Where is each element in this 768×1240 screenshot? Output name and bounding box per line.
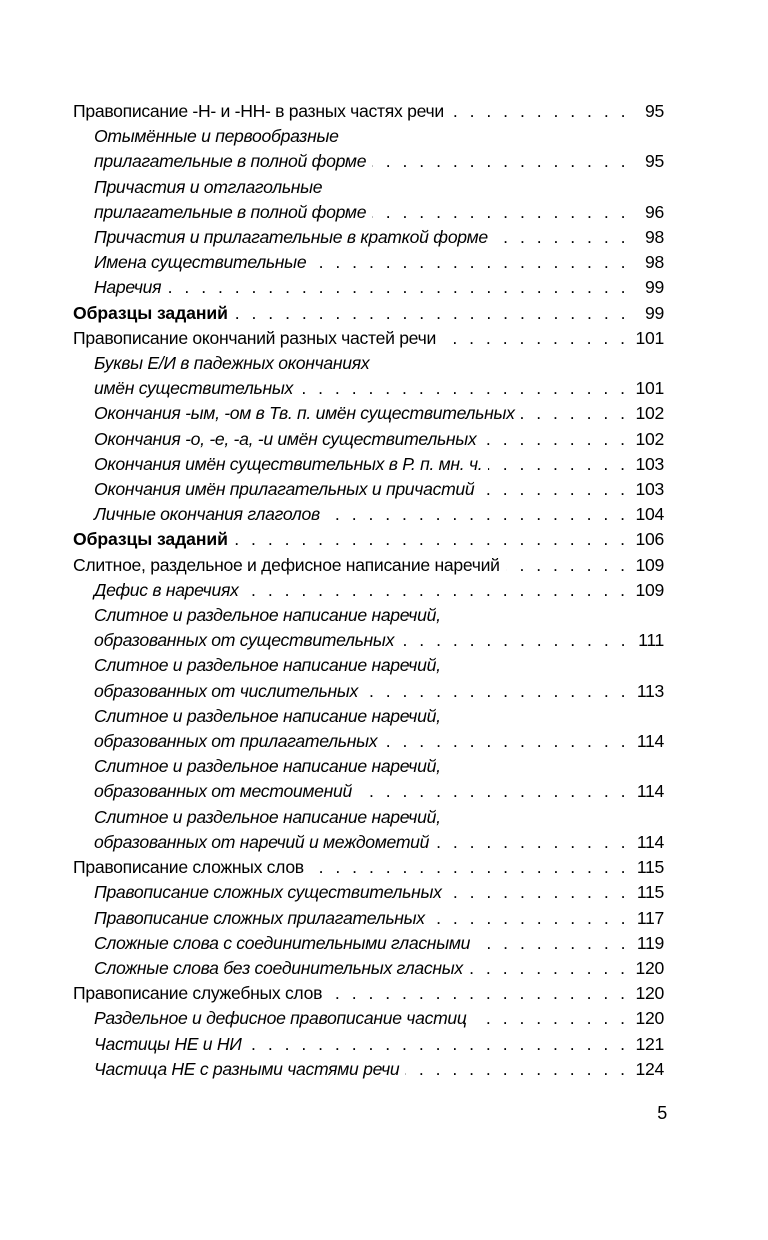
toc-page-number: 111: [638, 630, 664, 651]
toc-entry-text: Причастия и отглагольные: [94, 176, 323, 197]
toc-page-number: 109: [635, 554, 664, 575]
toc-entry-text: Личные окончания глаголов: [94, 504, 320, 525]
toc-line: [73, 326, 664, 351]
dot-leader: [431, 906, 629, 931]
toc-line: [73, 250, 664, 275]
toc-line: [73, 401, 664, 426]
dot-leader: [405, 1057, 628, 1082]
toc-line: [73, 275, 664, 300]
toc-line: [73, 1006, 664, 1031]
toc-line: [73, 124, 664, 149]
toc-page-number: 101: [635, 327, 664, 348]
toc-line: [73, 1032, 664, 1057]
toc-entry-text: Образцы заданий: [73, 529, 228, 550]
toc-entry-text: Слитное, раздельное и дефисное написание наречий: [73, 554, 500, 575]
dot-leader: [312, 250, 629, 275]
toc-page-number: 103: [635, 479, 664, 500]
toc-page-number: 115: [636, 857, 664, 878]
toc-page-number: 101: [635, 378, 664, 399]
toc-page-number: 124: [635, 1058, 664, 1079]
toc-line: [73, 603, 664, 628]
toc-entry-text: Сложные слова без соединительных гласных: [94, 957, 463, 978]
toc-entry-text: Правописание сложных существительных: [94, 882, 442, 903]
dot-leader: [473, 1006, 629, 1031]
toc-line: [73, 200, 664, 225]
toc-entry-text: Окончания имён существительных в Р. п. мн. ч.: [94, 453, 483, 474]
toc-line: [73, 99, 664, 124]
toc-line: [73, 880, 664, 905]
toc-page-number: 120: [635, 957, 664, 978]
dot-leader: [234, 527, 629, 552]
toc-entry-text: Слитное и раздельное написание наречий,: [94, 605, 441, 626]
dot-leader: [245, 578, 629, 603]
toc-page-number: 119: [636, 932, 664, 953]
toc-page-number: 117: [636, 907, 664, 928]
toc-page-number: 98: [645, 227, 664, 248]
toc-line: [73, 427, 664, 452]
dot-leader: [310, 855, 629, 880]
dot-leader: [488, 452, 628, 477]
toc-line: [73, 553, 664, 578]
toc-page-number: 114: [636, 731, 664, 752]
toc-line: [73, 175, 664, 200]
toc-entry-text: Имена существительные: [94, 252, 307, 273]
toc-line: [73, 779, 664, 804]
toc-entry-text: Правописание окончаний разных частей речи: [73, 327, 436, 348]
toc-page-number: 98: [645, 252, 664, 273]
toc-entry-text: образованных от прилагательных: [94, 731, 378, 752]
toc-page-number: 99: [645, 277, 664, 298]
toc-page-number: 114: [636, 831, 664, 852]
toc-page-number: 121: [635, 1033, 664, 1054]
toc-line: [73, 149, 664, 174]
toc-line: [73, 729, 664, 754]
toc-line: [73, 301, 664, 326]
dot-leader: [234, 301, 629, 326]
toc-entry-text: образованных от числительных: [94, 680, 358, 701]
toc-entry-text: Окончания имён прилагательных и причастий: [94, 479, 475, 500]
toc-entry-text: образованных от наречий и междометий: [94, 831, 430, 852]
toc-entry-text: Слитное и раздельное написание наречий,: [94, 756, 441, 777]
dot-leader: [248, 1032, 629, 1057]
toc-line: [73, 855, 664, 880]
dot-leader: [448, 880, 629, 905]
toc-line: [73, 653, 664, 678]
toc-entry-text: Окончания -о, -е, -а, -и имён существительных: [94, 428, 477, 449]
toc-entry-text: Слитное и раздельное написание наречий,: [94, 655, 441, 676]
toc-line: [73, 578, 664, 603]
toc-line: [73, 679, 664, 704]
toc-entry-text: Правописание сложных прилагательных: [94, 907, 425, 928]
toc-entry-text: прилагательные в полной форме: [94, 151, 367, 172]
page-number-folio: 5: [657, 1103, 667, 1123]
toc-line: [73, 956, 664, 981]
toc-entry-text: Отымённые и первообразные: [94, 126, 339, 147]
dot-leader: [167, 275, 629, 300]
toc-entry-text: прилагательные в полной форме: [94, 201, 367, 222]
toc-entry-text: Раздельное и дефисное правописание частиц: [94, 1008, 467, 1029]
toc-line: [73, 628, 664, 653]
toc-entry-text: Правописание -Н- и -НН- в разных частях речи: [73, 101, 444, 121]
toc-line: [73, 754, 664, 779]
toc-page-number: 103: [635, 453, 664, 474]
toc-page-number: 115: [636, 882, 664, 903]
toc-page-number: 104: [635, 504, 664, 525]
dot-leader: [494, 225, 629, 250]
dot-leader: [372, 149, 629, 174]
toc-page-number: 120: [635, 983, 664, 1004]
toc-entry-text: Правописание служебных слов: [73, 983, 323, 1004]
toc-line: [73, 906, 664, 931]
toc-page-number: 95: [645, 101, 664, 121]
toc-page-number: 102: [635, 428, 664, 449]
dot-leader: [358, 779, 629, 804]
dot-leader: [299, 376, 628, 401]
toc-line: [73, 452, 664, 477]
dot-leader: [364, 679, 629, 704]
toc-line: [73, 981, 664, 1006]
toc-line: [73, 351, 664, 376]
dot-leader: [435, 830, 629, 855]
toc-entry-text: Слитное и раздельное написание наречий,: [94, 806, 441, 827]
toc-page-number: 120: [635, 1008, 664, 1029]
toc-entry-text: Образцы заданий: [73, 302, 228, 323]
toc-page-number: 114: [636, 781, 664, 802]
toc-entry-text: Слитное и раздельное написание наречий,: [94, 705, 441, 726]
toc-line: [73, 376, 664, 401]
toc-line: [73, 225, 664, 250]
toc-entry-text: Частица НЕ с разными частями речи: [94, 1058, 400, 1079]
dot-leader: [383, 729, 629, 754]
toc-page-number: 99: [645, 302, 664, 323]
dot-leader: [469, 956, 629, 981]
dot-leader: [450, 99, 629, 124]
dot-leader: [326, 502, 629, 527]
toc-page-number: 96: [645, 201, 664, 222]
dot-leader: [506, 553, 629, 578]
dot-leader: [442, 326, 629, 351]
dot-leader: [400, 628, 629, 653]
toc-entry-text: образованных от существительных: [94, 630, 395, 651]
toc-line: [73, 1057, 664, 1082]
table-of-contents: [73, 99, 664, 1082]
toc-entry-text: Причастия и прилагательные в краткой форме: [94, 227, 488, 248]
toc-entry-text: образованных от местоимений: [94, 781, 353, 802]
dot-leader: [480, 477, 628, 502]
toc-page-number: 109: [635, 579, 664, 600]
toc-page-number: 102: [635, 403, 664, 424]
toc-entry-text: Буквы Е/И в падежных окончаниях: [94, 353, 370, 374]
toc-entry-text: имён существительных: [94, 378, 294, 399]
dot-leader: [372, 200, 629, 225]
toc-page-number: 106: [635, 529, 664, 550]
toc-page-number: 95: [645, 151, 664, 172]
dot-leader: [521, 401, 629, 426]
dot-leader: [476, 931, 629, 956]
toc-entry-text: Частицы НЕ и НИ: [94, 1033, 242, 1054]
toc-line: [73, 477, 664, 502]
toc-entry-text: Сложные слова с соединительными гласными: [94, 932, 471, 953]
toc-line: [73, 704, 664, 729]
toc-entry-text: Наречия: [94, 277, 162, 298]
toc-line: [73, 527, 664, 552]
toc-line: [73, 830, 664, 855]
dot-leader: [482, 427, 628, 452]
toc-entry-text: Окончания -ым, -ом в Тв. п. имён существительных: [94, 403, 515, 424]
toc-page-number: 113: [636, 680, 664, 701]
dot-leader: [328, 981, 628, 1006]
toc-entry-text: Правописание сложных слов: [73, 857, 304, 878]
toc-entry-text: Дефис в наречиях: [94, 579, 239, 600]
toc-line: [73, 805, 664, 830]
toc-line: [73, 931, 664, 956]
toc-line: [73, 502, 664, 527]
